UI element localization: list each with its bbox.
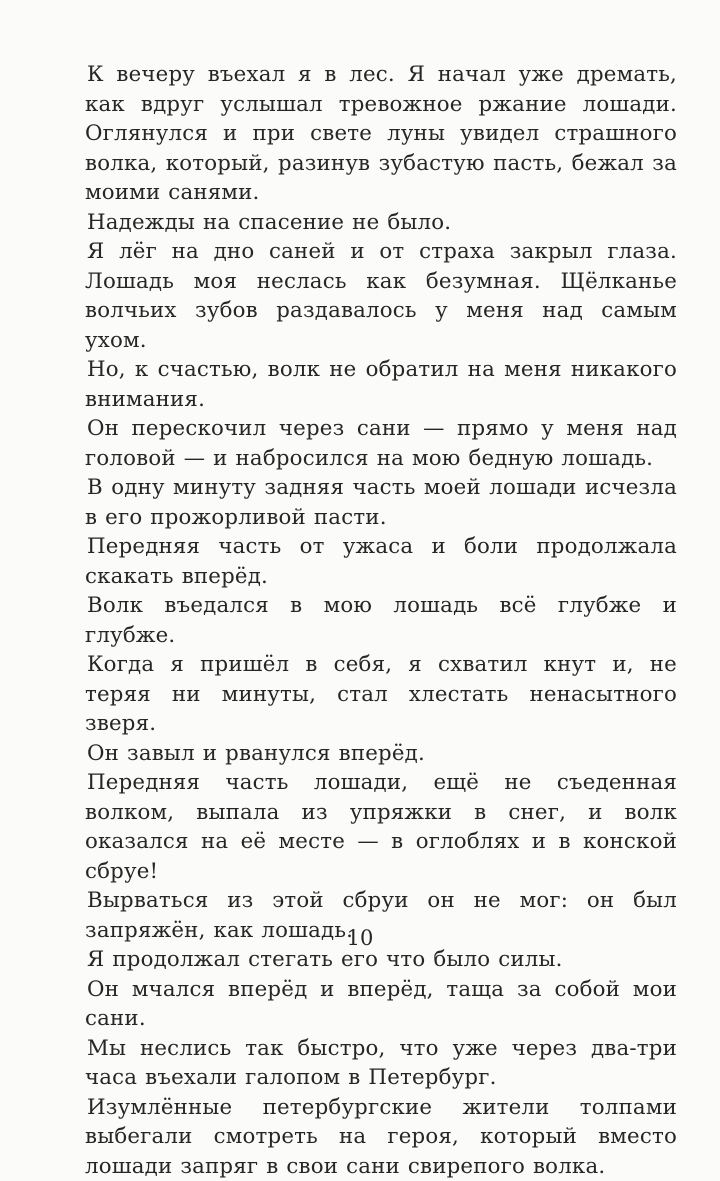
page-body [85,60,677,1181]
paragraph-15: Мы неслись так быстро, что уже через два-три часа въехали галопом в Петербург. [85,1034,677,1093]
paragraph-14: Он мчался вперёд и вперёд, таща за собой мои сани. [85,975,677,1034]
paragraph-13: Я продолжал стегать его что было силы. [85,945,677,975]
paragraph-12: Вырваться из этой сбруи он не мог: он был запряжён, как лошадь. [85,886,677,945]
paragraph-4: Но, к счастью, волк не обратил на меня никакого внимания. [85,355,677,414]
paragraph-11: Передняя часть лошади, ещё не съеденная волком, выпала из упряжки в снег, и волк оказался на её месте — в оглоблях и в конской сбруе! [85,768,677,886]
page-number: 10 [0,926,720,950]
paragraph-3: Я лёг на дно саней и от страха закрыл глаза. Лошадь моя неслась как безумная. Щёлканье волчьих зубов раздавалось у меня над самым ухом. [85,237,677,355]
paragraph-5: Он перескочил через сани — прямо у меня над головой — и набросился на мою бедную лошадь. [85,414,677,473]
paragraph-6: В одну минуту задняя часть моей лошади исчезла в его прожорливой пасти. [85,473,677,532]
paragraph-16: Изумлённые петербургские жители толпами выбегали смотреть на героя, который вместо лошади запряг в свои сани свирепого волка. [85,1093,677,1181]
paragraph-8: Волк въедался в мою лошадь всё глубже и глубже. [85,591,677,650]
paragraph-7: Передняя часть от ужаса и боли продолжала скакать вперёд. [85,532,677,591]
paragraph-2: Надежды на спасение не было. [85,208,677,238]
paragraph-9: Когда я пришёл в себя, я схватил кнут и, не теряя ни минуты, стал хлестать ненасытного зверя. [85,650,677,739]
paragraph-1: К вечеру въехал я в лес. Я начал уже дремать, как вдруг услышал тревожное ржание лошади. Оглянулся и при свете луны увидел страшного волка, который, разинув зубастую пасть, бежал за моими санями. [85,60,677,208]
paragraph-10: Он завыл и рванулся вперёд. [85,739,677,769]
